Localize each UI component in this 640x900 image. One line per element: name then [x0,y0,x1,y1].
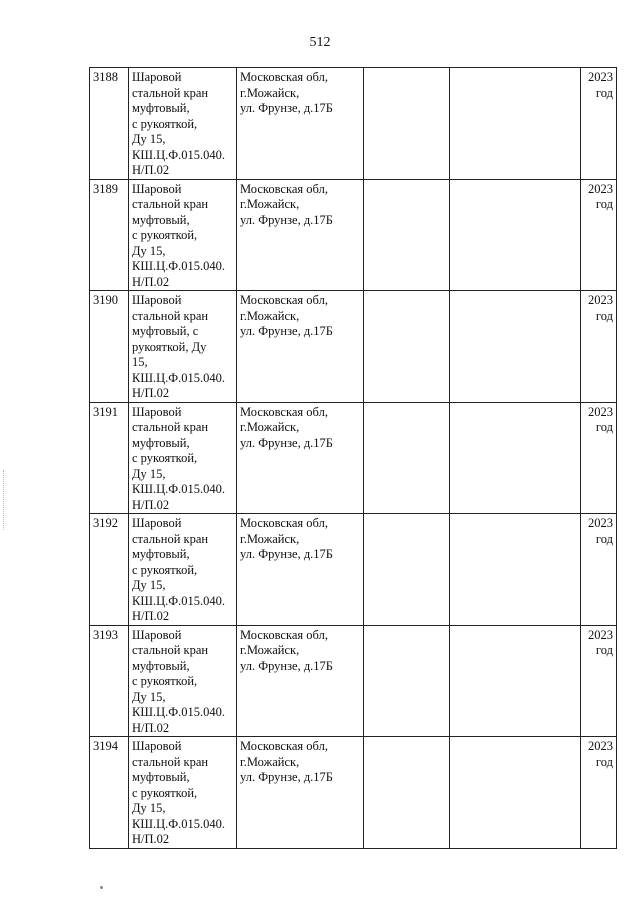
year-cell [581,179,617,291]
item-name-line: стальной кран [132,643,209,657]
address-cell [237,625,364,737]
row-number-cell [90,625,129,737]
item-name-line: КШ.Ц.Ф.015.040. [132,593,225,608]
year-line: год [595,85,613,100]
address-line: г.Можайск, [240,197,300,211]
item-name-line: Шаровой [132,293,182,307]
item-name-line: Ду 15, [132,689,166,704]
year-line: 2023 [588,293,613,307]
address-line: Московская обл, [240,404,328,419]
item-name-line: Шаровой [132,516,182,530]
item-name-cell [129,737,237,849]
item-name-line: стальной кран [132,754,209,769]
scan-edge-mark [3,470,6,530]
address-cell [237,402,364,514]
year-cell [581,402,617,514]
table-row [90,402,617,514]
empty-cell [364,737,450,849]
empty-cell [450,514,581,626]
address-line: Московская обл, [240,739,328,753]
item-name-line: Ду 15, [132,466,166,481]
row-number-cell [90,291,129,403]
row-number: 3193 [93,627,118,642]
address-line: ул. Фрунзе, д.17Б [240,658,333,673]
item-name-line: Шаровой [132,181,182,196]
item-name-line: муфтовый, [132,547,190,561]
address-line: ул. Фрунзе, д.17Б [240,324,333,338]
year-line: 2023 [588,70,613,84]
year-line: 2023 [588,516,613,530]
address-line: ул. Фрунзе, д.17Б [240,212,333,227]
item-name-cell [129,625,237,737]
item-name-line: с рукояткой, [132,562,198,577]
table-row [90,514,617,626]
item-name-line: Ду 15, [132,132,166,146]
item-name-cell [129,291,237,403]
address-line: г.Можайск, [240,420,300,434]
year-line: год [595,420,613,434]
table-body [90,68,617,849]
empty-cell [364,68,450,180]
item-name-line: муфтовый, [132,435,190,450]
row-number-cell [90,179,129,291]
row-number: 3188 [93,70,118,84]
item-name-line: Н/П.02 [132,163,170,177]
year-line: год [595,197,613,211]
item-name-line: Шаровой [132,404,182,419]
empty-cell [450,68,581,180]
table-row [90,68,617,180]
table-row [90,179,617,291]
item-name-line: стальной кран [132,197,209,211]
empty-cell [450,737,581,849]
year-cell [581,68,617,180]
item-name-line: стальной кран [132,420,209,434]
table-row [90,625,617,737]
address-line: ул. Фрунзе, д.17Б [240,101,333,115]
address-line: ул. Фрунзе, д.17Б [240,435,333,450]
row-number: 3192 [93,516,118,530]
item-name-line: Шаровой [132,627,182,642]
row-number-cell [90,514,129,626]
address-line: г.Можайск, [240,643,300,657]
item-name-line: стальной кран [132,531,209,546]
item-name-line: стальной кран [132,85,209,100]
row-number: 3190 [93,293,118,307]
item-name-cell [129,514,237,626]
item-name-cell [129,402,237,514]
item-name-line: Н/П.02 [132,497,170,512]
row-number: 3191 [93,404,118,419]
item-name-line: Шаровой [132,739,182,753]
item-name-line: Ду 15, [132,243,166,258]
year-line: 2023 [588,404,613,419]
address-line: г.Можайск, [240,754,300,769]
address-cell [237,514,364,626]
item-name-line: КШ.Ц.Ф.015.040. [132,147,225,162]
item-name-line: Ду 15, [132,578,166,592]
row-number-cell [90,402,129,514]
item-name-line: Ду 15, [132,801,166,815]
item-name-line: Н/П.02 [132,386,170,400]
empty-cell [364,625,450,737]
year-line: год [595,308,613,323]
empty-cell [450,402,581,514]
address-line: Московская обл, [240,516,328,530]
empty-cell [364,514,450,626]
row-number: 3194 [93,739,118,753]
address-line: Московская обл, [240,293,328,307]
row-number-cell [90,737,129,849]
scan-dot-mark [100,886,103,889]
item-name-line: муфтовый, [132,212,190,227]
empty-cell [450,179,581,291]
year-line: год [595,754,613,769]
item-name-line: КШ.Ц.Ф.015.040. [132,259,225,273]
item-name-line: 15, [132,355,148,369]
item-name-cell [129,179,237,291]
item-name-line: Шаровой [132,70,182,84]
item-name-line: муфтовый, с [132,324,199,338]
item-name-line: с рукояткой, [132,451,198,465]
item-name-line: КШ.Ц.Ф.015.040. [132,816,225,831]
table-row [90,737,617,849]
address-line: ул. Фрунзе, д.17Б [240,770,333,784]
year-line: 2023 [588,181,613,196]
item-name-line: стальной кран [132,308,209,323]
item-name-line: Н/П.02 [132,609,170,623]
address-line: Московская обл, [240,70,328,84]
table-row [90,291,617,403]
item-name-line: с рукояткой, [132,116,198,131]
year-cell [581,625,617,737]
item-name-line: Н/П.02 [132,832,170,846]
item-name-line: с рукояткой, [132,228,198,242]
empty-cell [364,291,450,403]
address-line: ул. Фрунзе, д.17Б [240,547,333,561]
address-line: Московская обл, [240,627,328,642]
address-line: г.Можайск, [240,308,300,323]
item-name-cell [129,68,237,180]
item-name-line: муфтовый, [132,101,190,115]
address-cell [237,291,364,403]
year-line: год [595,643,613,657]
item-name-line: рукояткой, Ду [132,339,207,354]
address-line: Московская обл, [240,181,328,196]
empty-cell [450,625,581,737]
year-cell [581,737,617,849]
year-line: год [595,531,613,546]
empty-cell [450,291,581,403]
item-name-line: КШ.Ц.Ф.015.040. [132,370,225,385]
item-name-line: муфтовый, [132,770,190,784]
address-cell [237,179,364,291]
row-number-cell [90,68,129,180]
address-line: г.Можайск, [240,85,300,100]
empty-cell [364,179,450,291]
item-name-line: муфтовый, [132,658,190,673]
year-line: 2023 [588,627,613,642]
address-cell [237,737,364,849]
item-name-line: Н/П.02 [132,720,170,735]
year-cell [581,291,617,403]
page-number: 512 [309,35,331,50]
address-cell [237,68,364,180]
year-cell [581,514,617,626]
inventory-table [89,67,617,849]
year-line: 2023 [588,739,613,753]
empty-cell [364,402,450,514]
item-name-line: с рукояткой, [132,674,198,688]
item-name-line: Н/П.02 [132,274,170,289]
item-name-line: КШ.Ц.Ф.015.040. [132,705,225,719]
address-line: г.Можайск, [240,531,300,546]
item-name-line: с рукояткой, [132,785,198,800]
item-name-line: КШ.Ц.Ф.015.040. [132,482,225,496]
row-number: 3189 [93,181,118,196]
